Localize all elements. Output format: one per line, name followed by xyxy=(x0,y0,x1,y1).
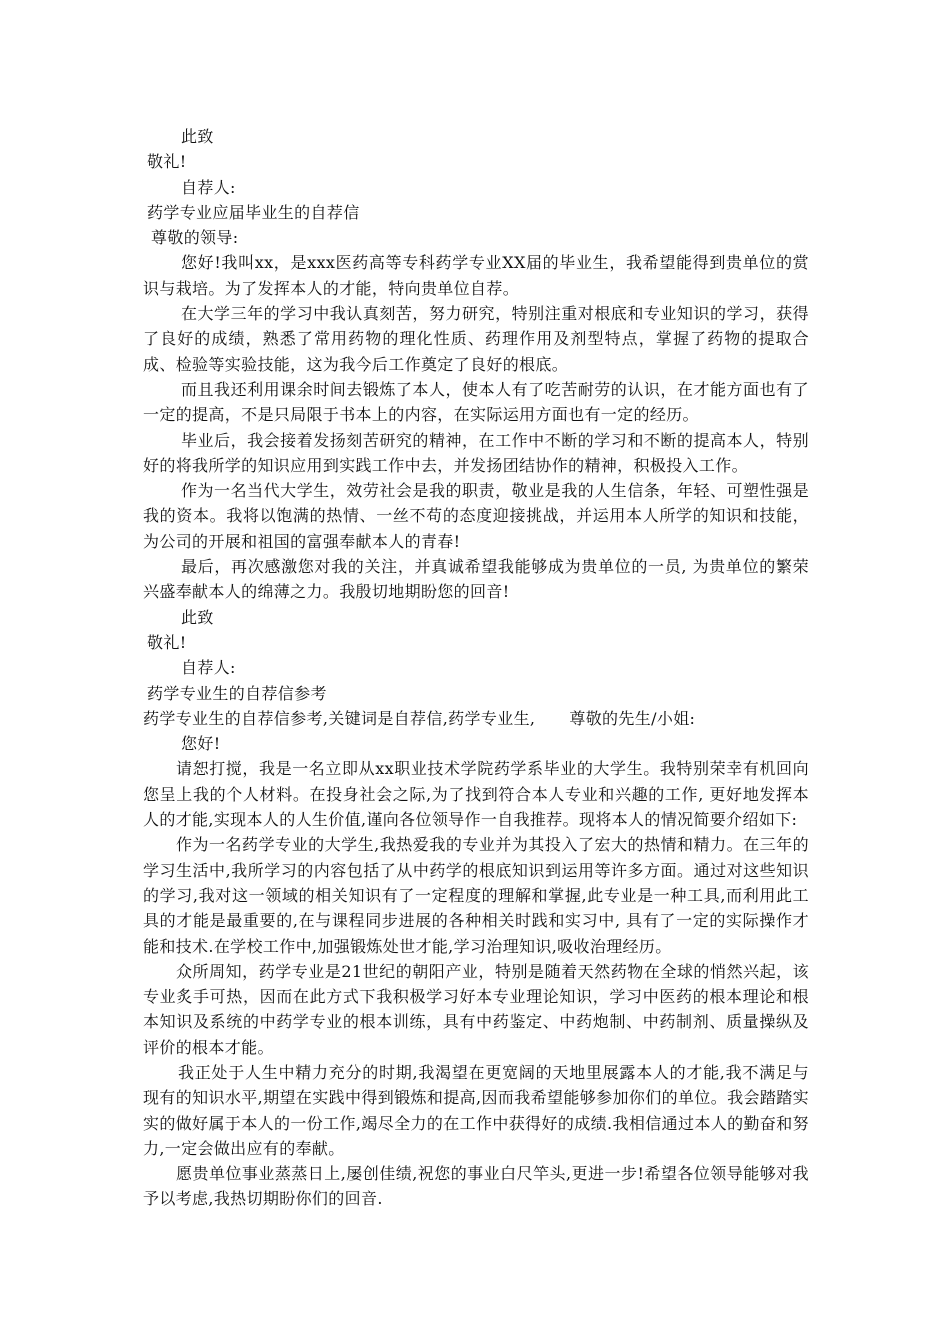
paragraph: 我正处于人生中精力充分的时期,我渴望在更宽阔的天地里展露本人的才能,我不满足与现有的知识水平,期望在实践中得到锻炼和提高,因而我希望能够参加你们的单位。我会踏踏实实的做好属于本人的一份工作,竭尽全力的在工作中获得好的成绩.我相信通过本人的勤奋和努力,一定会做出应有的奉献。 xyxy=(143,1062,809,1158)
paragraph: 在大学三年的学习中我认真刻苦，努力研究，特别注重对根底和专业知识的学习，获得了良好的成绩，熟悉了常用药物的理化性质、药理作用及剂型特点，掌握了药物的提取合成、检验等实验技能，这为我今后工作奠定了良好的根底。 xyxy=(143,304,809,374)
paragraph: 众所周知，药学专业是21世纪的朝阳产业，特别是随着天然药物在全球的悄然兴起，该专业炙手可热，因而在此方式下我积极学习好本专业理论知识，学习中医药的根本理论和根本知识及系统的中药学专业的根本训练，具有中药鉴定、中药炮制、中药制剂、质量操纵及评价的根本才能。 xyxy=(143,961,809,1057)
signature-line: 自荐人: xyxy=(181,658,236,678)
salutation-line: 敬礼! xyxy=(147,152,187,172)
paragraph: 您好!我叫xx，是xxx医药高等专科药学专业XX届的毕业生，我希望能得到贵单位的赏识与栽培。为了发挥本人的才能，特向贵单位自荐。 xyxy=(143,253,809,298)
paragraph: 而且我还利用课余时间去锻炼了本人，使本人有了吃苦耐劳的认识，在才能方面也有了一定的提高，不是只局限于书本上的内容，在实际运用方面也有一定的经历。 xyxy=(143,379,809,425)
closing-line: 此致 xyxy=(181,127,214,146)
keywords-text: 药学专业生的自荐信参考,关键词是自荐信,药学专业生, xyxy=(143,708,536,728)
paragraph: 最后，再次感激您对我的关注，并真诚希望我能够成为贵单位的一员, 为贵单位的繁荣兴盛奉献本人的绵薄之力。我殷切地期盼您的回音! xyxy=(143,557,809,602)
paragraph: 作为一名当代大学生，效劳社会是我的职责，敬业是我的人生信条，年轻、可塑性强是我的资本。我将以饱满的热情、一丝不苟的态度迎接挑战，并运用本人所学的知识和技能，为公司的开展和祖国的富强奉献本人的青春! xyxy=(143,481,809,551)
paragraph: 请恕打搅，我是一名立即从xx职业技术学院药学系毕业的大学生。我特别荣幸有机回向您呈上我的个人材料。在投身社会之际,为了找到符合本人专业和兴趣的工作, 更好地发挥本人的才能,实现本人的人生价值,谨向各位领导作一自我推荐。现将本人的情况简要介绍如下: xyxy=(143,759,809,830)
letter-title: 药学专业生的自荐信参考 xyxy=(147,683,327,703)
letter-title: 药学专业应届毕业生的自荐信 xyxy=(147,202,360,222)
paragraph: 愿贵单位事业蒸蒸日上,屡创佳绩,祝您的事业白尺竿头,更进一步!希望各位领导能够对我予以考虑,我热切期盼你们的回音. xyxy=(143,1164,809,1209)
paragraph: 作为一名药学专业的大学生,我热爱我的专业并为其投入了宏大的热情和精力。在三年的学习生活中,我所学习的内容包括了从中药学的根底知识到运用等许多方面。通过对这些知识的学习,我对这一领域的相关知识有了一定程度的理解和掌握,此专业是一种工具,而利用此工具的才能是最重要的,在与课程同步进展的各种相关时践和实习中, 具有了一定的实际操作才能和技术.在学校工作中,加强锻炼处世才能,学习治理知识,吸收治理经历。 xyxy=(143,835,809,956)
letter-greeting: 尊敬的领导: xyxy=(151,228,239,248)
keywords-line xyxy=(143,706,809,731)
closing-line: 此致 xyxy=(181,607,214,627)
salutation-line: 敬礼! xyxy=(147,632,187,652)
document-body xyxy=(143,124,809,1212)
signature-line: 自荐人: xyxy=(181,177,236,197)
letter-greeting: 尊敬的先生/小姐: xyxy=(569,708,696,728)
paragraph: 毕业后，我会接着发扬刻苦研究的精神，在工作中不断的学习和不断的提高本人，特别好的将我所学的知识应用到实践工作中去，并发扬团结协作的精神，积极投入工作。 xyxy=(143,430,809,475)
hello-line: 您好! xyxy=(181,734,221,754)
